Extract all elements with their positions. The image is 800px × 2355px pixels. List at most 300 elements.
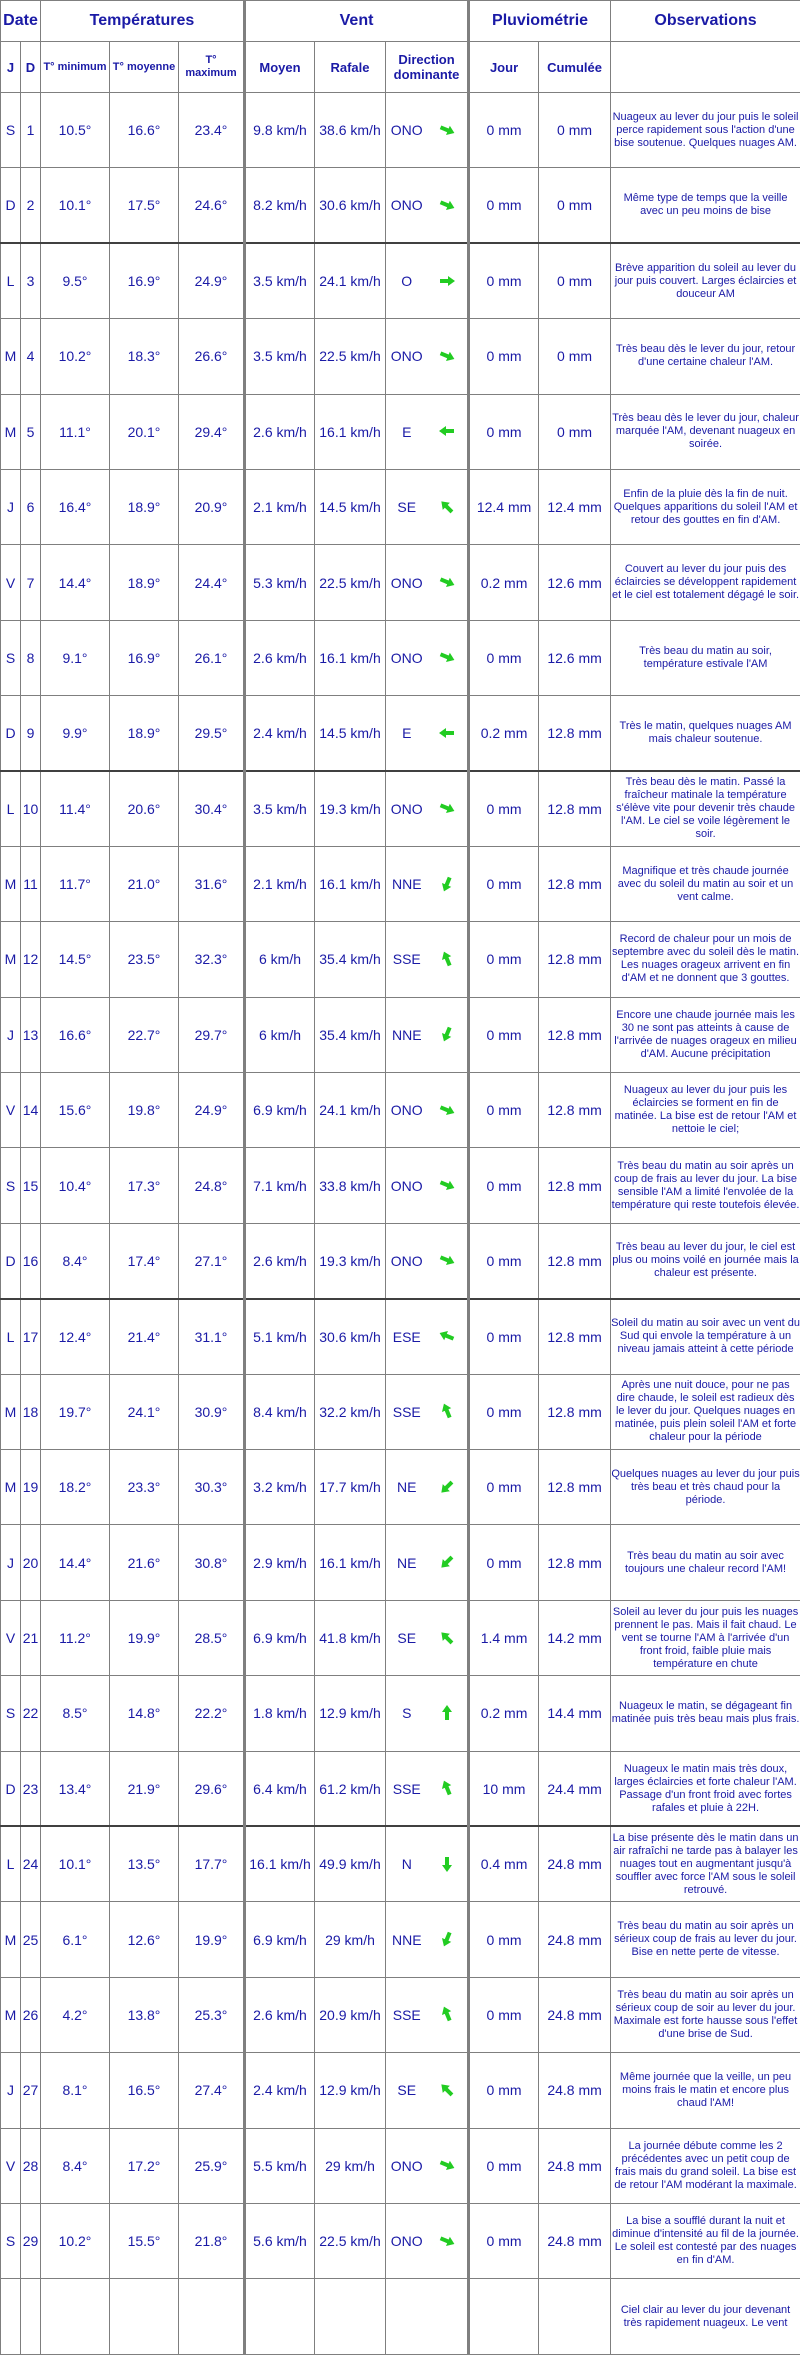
cell-wind-arrow (428, 771, 469, 846)
cell-observation: La bise présente dès le matin dans un air rafraîchi ne tarde pas à balayer les nuages tout en augmentant jusqu'à souffler avec force l'AM sous le soleil retrouvé. (611, 1826, 800, 1901)
cell-tmoy: 21.6° (110, 1525, 179, 1600)
cell-wind-direction: ONO (386, 771, 428, 846)
cell-weekday: D (1, 1223, 21, 1298)
cell-wind-arrow (428, 1525, 469, 1600)
cell-tmoy: 16.6° (110, 93, 179, 168)
cell-tmax: 32.3° (179, 922, 245, 997)
wind-arrow-icon (434, 1402, 460, 1418)
cell-wind-arrow (428, 394, 469, 469)
cell-wind-arrow (428, 1223, 469, 1298)
cell-wind-mean: 7.1 km/h (245, 1148, 315, 1223)
cell-weekday: M (1, 1374, 21, 1449)
cell-weekday: D (1, 1751, 21, 1826)
cell-observation: Très beau au lever du jour, le ciel est plus ou moins voilé en journée mais la chaleur est présente. (611, 1223, 800, 1298)
cell-tmax: 29.6° (179, 1751, 245, 1826)
cell-wind-arrow (428, 846, 469, 921)
cell-tmoy: 17.5° (110, 168, 179, 243)
cell-day: 26 (21, 1977, 41, 2052)
cell-wind-mean: 5.1 km/h (245, 1299, 315, 1374)
cell-day: 10 (21, 771, 41, 846)
cell-day: 13 (21, 997, 41, 1072)
cell-wind-direction: NNE (386, 1902, 428, 1977)
cell-wind-gust: 14.5 km/h (315, 696, 386, 771)
wind-arrow-icon (434, 2232, 460, 2248)
cell-weekday: L (1, 771, 21, 846)
cell-day: 23 (21, 1751, 41, 1826)
cell-wind-gust: 33.8 km/h (315, 1148, 386, 1223)
cell-rain-cumul (539, 2279, 611, 2354)
cell-wind-arrow (428, 469, 469, 544)
cell-rain-day: 0.2 mm (469, 696, 539, 771)
cell-rain-day: 0 mm (469, 319, 539, 394)
cell-wind-mean: 5.6 km/h (245, 2203, 315, 2278)
table-row (1, 1148, 800, 1223)
wind-arrow-icon (434, 1629, 460, 1645)
cell-tmoy: 18.3° (110, 319, 179, 394)
cell-rain-day: 0.4 mm (469, 1826, 539, 1901)
cell-wind-direction: NNE (386, 846, 428, 921)
table-row (1, 846, 800, 921)
cell-tmoy: 17.3° (110, 1148, 179, 1223)
cell-observation: Magnifique et très chaude journée avec du soleil du matin au soir et un vent calme. (611, 846, 800, 921)
cell-day: 16 (21, 1223, 41, 1298)
cell-tmoy: 21.0° (110, 846, 179, 921)
cell-tmoy: 15.5° (110, 2203, 179, 2278)
header-tmax: T° maximum (179, 42, 245, 93)
cell-tmax: 27.4° (179, 2053, 245, 2128)
wind-arrow-icon (434, 1478, 460, 1494)
cell-tmin: 11.1° (41, 394, 110, 469)
cell-tmoy: 20.1° (110, 394, 179, 469)
cell-observation: Record de chaleur pour un mois de septembre avec du soleil dès le matin. Les nuages orageux arrivent en fin d'AM et ne donnent que 3 gouttes. (611, 922, 800, 997)
cell-weekday: L (1, 1299, 21, 1374)
wind-arrow-icon (434, 1553, 460, 1569)
cell-wind-gust: 49.9 km/h (315, 1826, 386, 1901)
cell-wind-arrow (428, 93, 469, 168)
cell-wind-arrow (428, 620, 469, 695)
cell-weekday: J (1, 1525, 21, 1600)
cell-tmin: 10.2° (41, 2203, 110, 2278)
cell-rain-day: 0 mm (469, 1299, 539, 1374)
cell-rain-day: 0 mm (469, 1148, 539, 1223)
cell-wind-mean: 2.1 km/h (245, 846, 315, 921)
table-row (1, 1073, 800, 1148)
cell-tmin: 16.4° (41, 469, 110, 544)
cell-rain-cumul: 0 mm (539, 243, 611, 318)
cell-weekday: M (1, 1902, 21, 1977)
cell-tmin: 10.1° (41, 168, 110, 243)
cell-wind-arrow (428, 922, 469, 997)
cell-rain-cumul: 24.8 mm (539, 1902, 611, 1977)
cell-tmin: 10.4° (41, 1148, 110, 1223)
cell-rain-day: 0 mm (469, 1073, 539, 1148)
cell-observation: Très beau dès le lever du jour, chaleur marquée l'AM, devenant nuageux en soirée. (611, 394, 800, 469)
wind-arrow-icon (434, 1779, 460, 1795)
cell-wind-arrow (428, 2128, 469, 2203)
cell-rain-day: 0 mm (469, 1450, 539, 1525)
cell-weekday: J (1, 997, 21, 1072)
cell-wind-gust: 38.6 km/h (315, 93, 386, 168)
cell-wind-direction: SSE (386, 1751, 428, 1826)
header-observations-sub (611, 42, 800, 93)
cell-rain-day: 0 mm (469, 168, 539, 243)
cell-rain-cumul: 0 mm (539, 319, 611, 394)
cell-day: 11 (21, 846, 41, 921)
cell-wind-gust: 30.6 km/h (315, 168, 386, 243)
cell-day: 18 (21, 1374, 41, 1449)
table-row (1, 1676, 800, 1751)
header-tmin: T° minimum (41, 42, 110, 93)
cell-tmin: 8.5° (41, 1676, 110, 1751)
cell-wind-direction: ONO (386, 545, 428, 620)
cell-day: 12 (21, 922, 41, 997)
cell-tmax (179, 2279, 245, 2354)
table-row (1, 1977, 800, 2052)
table-row (1, 1525, 800, 1600)
cell-weekday: M (1, 846, 21, 921)
cell-wind-gust: 35.4 km/h (315, 922, 386, 997)
cell-weekday: L (1, 243, 21, 318)
cell-rain-day (469, 2279, 539, 2354)
cell-wind-arrow (428, 2053, 469, 2128)
cell-rain-day: 1.4 mm (469, 1600, 539, 1675)
table-row (1, 469, 800, 544)
cell-tmax: 30.9° (179, 1374, 245, 1449)
cell-tmin: 11.7° (41, 846, 110, 921)
cell-tmin: 19.7° (41, 1374, 110, 1449)
table-row (1, 1751, 800, 1826)
table-row (1, 997, 800, 1072)
cell-rain-cumul: 24.8 mm (539, 1977, 611, 2052)
cell-tmin: 10.1° (41, 1826, 110, 1901)
cell-wind-direction: O (386, 243, 428, 318)
table-row (1, 1299, 800, 1374)
cell-wind-arrow (428, 1299, 469, 1374)
cell-rain-day: 0 mm (469, 846, 539, 921)
cell-wind-gust (315, 2279, 386, 2354)
cell-rain-day: 10 mm (469, 1751, 539, 1826)
cell-tmoy: 12.6° (110, 1902, 179, 1977)
cell-wind-gust: 20.9 km/h (315, 1977, 386, 2052)
table-row (1, 168, 800, 243)
cell-tmoy: 16.5° (110, 2053, 179, 2128)
cell-tmoy: 19.9° (110, 1600, 179, 1675)
cell-day: 5 (21, 394, 41, 469)
cell-tmoy: 24.1° (110, 1374, 179, 1449)
table-row (1, 93, 800, 168)
cell-wind-direction: E (386, 696, 428, 771)
cell-wind-mean: 6.9 km/h (245, 1073, 315, 1148)
cell-tmin: 15.6° (41, 1073, 110, 1148)
cell-tmoy: 14.8° (110, 1676, 179, 1751)
wind-arrow-icon (434, 875, 460, 891)
table-row (1, 243, 800, 318)
header-observations: Observations (611, 1, 800, 42)
cell-tmax: 24.9° (179, 243, 245, 318)
cell-weekday: V (1, 1073, 21, 1148)
wind-arrow-icon (434, 1101, 460, 1117)
cell-tmoy: 21.4° (110, 1299, 179, 1374)
cell-rain-day: 0.2 mm (469, 1676, 539, 1751)
cell-wind-direction: ONO (386, 1073, 428, 1148)
cell-weekday: M (1, 394, 21, 469)
cell-wind-mean: 6.9 km/h (245, 1902, 315, 1977)
wind-arrow-icon (434, 2005, 460, 2021)
cell-tmax: 27.1° (179, 1223, 245, 1298)
cell-tmax: 24.6° (179, 168, 245, 243)
cell-tmin: 9.9° (41, 696, 110, 771)
cell-rain-day: 0 mm (469, 2203, 539, 2278)
cell-wind-gust: 16.1 km/h (315, 846, 386, 921)
cell-tmin: 8.1° (41, 2053, 110, 2128)
cell-wind-mean: 1.8 km/h (245, 1676, 315, 1751)
cell-rain-day: 0 mm (469, 922, 539, 997)
cell-tmoy: 22.7° (110, 997, 179, 1072)
cell-observation: Après une nuit douce, pour ne pas dire chaude, le soleil est radieux dès le lever du jour. Quelques nuages en matinée, puis plein soleil l'AM et forte chaleur pour la période (611, 1374, 800, 1449)
cell-rain-day: 0 mm (469, 2053, 539, 2128)
cell-wind-direction: SE (386, 2053, 428, 2128)
header-wind-direction: Direction dominante (386, 42, 469, 93)
table-row (1, 620, 800, 695)
cell-observation: La bise a soufflé durant la nuit et diminue d'intensité au fil de la journée. Le soleil est contesté par des nuages en fin d'AM. (611, 2203, 800, 2278)
cell-tmax: 31.6° (179, 846, 245, 921)
cell-wind-mean: 16.1 km/h (245, 1826, 315, 1901)
cell-wind-arrow (428, 696, 469, 771)
cell-wind-mean: 5.3 km/h (245, 545, 315, 620)
cell-day: 8 (21, 620, 41, 695)
cell-wind-mean: 6.9 km/h (245, 1600, 315, 1675)
cell-tmin (41, 2279, 110, 2354)
cell-weekday: L (1, 1826, 21, 1901)
cell-day: 2 (21, 168, 41, 243)
wind-arrow-icon (434, 1251, 460, 1267)
cell-wind-arrow (428, 1977, 469, 2052)
wind-arrow-icon (434, 573, 460, 589)
cell-rain-cumul: 12.8 mm (539, 997, 611, 1072)
cell-day: 21 (21, 1600, 41, 1675)
cell-wind-mean: 3.5 km/h (245, 243, 315, 318)
cell-tmax: 22.2° (179, 1676, 245, 1751)
cell-rain-cumul: 12.8 mm (539, 846, 611, 921)
cell-wind-arrow (428, 1751, 469, 1826)
cell-wind-arrow (428, 2279, 469, 2354)
cell-day: 19 (21, 1450, 41, 1525)
cell-wind-arrow (428, 2203, 469, 2278)
cell-wind-mean: 2.6 km/h (245, 1223, 315, 1298)
table-row (1, 1826, 800, 1901)
cell-tmax: 24.9° (179, 1073, 245, 1148)
cell-day: 14 (21, 1073, 41, 1148)
cell-day: 22 (21, 1676, 41, 1751)
cell-weekday: M (1, 319, 21, 394)
cell-wind-direction: SSE (386, 922, 428, 997)
cell-rain-day: 0 mm (469, 1902, 539, 1977)
cell-wind-gust: 16.1 km/h (315, 394, 386, 469)
cell-rain-cumul: 0 mm (539, 93, 611, 168)
cell-wind-direction: ONO (386, 2203, 428, 2278)
cell-wind-gust: 22.5 km/h (315, 319, 386, 394)
table-row (1, 696, 800, 771)
cell-observation: Très beau du matin au soir, température estivale l'AM (611, 620, 800, 695)
cell-tmin: 13.4° (41, 1751, 110, 1826)
table-row (1, 319, 800, 394)
cell-wind-arrow (428, 1374, 469, 1449)
cell-observation: Enfin de la pluie dès la fin de nuit. Quelques apparitions du soleil l'AM et retour des gouttes en fin d'AM. (611, 469, 800, 544)
header-weekday: J (1, 42, 21, 93)
cell-wind-gust: 22.5 km/h (315, 2203, 386, 2278)
cell-day: 6 (21, 469, 41, 544)
cell-observation: Soleil au lever du jour puis les nuages prennent le pas. Mais il fait chaud. Le vent se tourne l'AM à l'arrivée d'un front froid, faible pluie mais température en chute (611, 1600, 800, 1675)
cell-rain-cumul: 12.8 mm (539, 1525, 611, 1600)
cell-rain-day: 0 mm (469, 243, 539, 318)
cell-day: 25 (21, 1902, 41, 1977)
table-row (1, 2279, 800, 2354)
cell-tmoy (110, 2279, 179, 2354)
wind-arrow-icon (434, 1025, 460, 1041)
cell-tmax: 30.8° (179, 1525, 245, 1600)
cell-rain-cumul: 14.4 mm (539, 1676, 611, 1751)
wind-arrow-icon (434, 724, 460, 740)
cell-wind-mean: 2.1 km/h (245, 469, 315, 544)
cell-wind-gust: 24.1 km/h (315, 1073, 386, 1148)
cell-wind-direction: ONO (386, 93, 428, 168)
cell-tmax: 31.1° (179, 1299, 245, 1374)
header-date: Date (1, 1, 41, 42)
cell-wind-gust: 29 km/h (315, 1902, 386, 1977)
cell-rain-cumul: 14.2 mm (539, 1600, 611, 1675)
cell-tmoy: 17.4° (110, 1223, 179, 1298)
cell-wind-direction: ONO (386, 168, 428, 243)
cell-tmin: 8.4° (41, 2128, 110, 2203)
cell-rain-cumul: 24.8 mm (539, 1826, 611, 1901)
header-rain-cumul: Cumulée (539, 42, 611, 93)
wind-arrow-icon (434, 1855, 460, 1871)
cell-tmin: 4.2° (41, 1977, 110, 2052)
cell-rain-cumul: 24.8 mm (539, 2053, 611, 2128)
cell-wind-mean: 6.4 km/h (245, 1751, 315, 1826)
wind-arrow-icon (434, 1930, 460, 1946)
cell-day: 9 (21, 696, 41, 771)
cell-rain-cumul: 12.8 mm (539, 696, 611, 771)
cell-rain-cumul: 0 mm (539, 394, 611, 469)
table-row (1, 545, 800, 620)
cell-observation: Très beau du matin au soir après un sérieux coup de frais au lever du jour. Bise en nette perte de vitesse. (611, 1902, 800, 1977)
wind-arrow-icon (434, 950, 460, 966)
table-row (1, 2128, 800, 2203)
cell-wind-mean (245, 2279, 315, 2354)
cell-wind-direction (386, 2279, 428, 2354)
cell-tmoy: 16.9° (110, 243, 179, 318)
table-row (1, 1902, 800, 1977)
cell-wind-mean: 3.5 km/h (245, 771, 315, 846)
cell-wind-mean: 2.9 km/h (245, 1525, 315, 1600)
table-row (1, 1600, 800, 1675)
cell-observation: Nuageux le matin, se dégageant fin matinée puis très beau mais plus frais. (611, 1676, 800, 1751)
cell-tmoy: 21.9° (110, 1751, 179, 1826)
cell-tmin: 12.4° (41, 1299, 110, 1374)
cell-tmax: 29.4° (179, 394, 245, 469)
cell-rain-day: 0.2 mm (469, 545, 539, 620)
cell-day (21, 2279, 41, 2354)
cell-rain-cumul: 12.8 mm (539, 1223, 611, 1298)
cell-observation: Encore une chaude journée mais les 30 ne sont pas atteints à cause de l'arrivée de nuages orageux en milieu d'AM. Aucune précipitation (611, 997, 800, 1072)
cell-tmax: 25.9° (179, 2128, 245, 2203)
cell-wind-arrow (428, 1073, 469, 1148)
cell-wind-direction: SE (386, 1600, 428, 1675)
cell-wind-arrow (428, 997, 469, 1072)
cell-wind-mean: 3.2 km/h (245, 1450, 315, 1525)
cell-tmin: 11.2° (41, 1600, 110, 1675)
header-wind-gust: Rafale (315, 42, 386, 93)
cell-weekday: S (1, 620, 21, 695)
cell-wind-gust: 14.5 km/h (315, 469, 386, 544)
cell-tmax: 29.7° (179, 997, 245, 1072)
cell-rain-day: 0 mm (469, 1374, 539, 1449)
cell-wind-gust: 19.3 km/h (315, 1223, 386, 1298)
wind-arrow-icon (434, 272, 460, 288)
cell-wind-mean: 9.8 km/h (245, 93, 315, 168)
cell-wind-arrow (428, 545, 469, 620)
cell-rain-cumul: 12.8 mm (539, 922, 611, 997)
cell-tmin: 14.4° (41, 545, 110, 620)
cell-rain-cumul: 24.8 mm (539, 2128, 611, 2203)
cell-day: 3 (21, 243, 41, 318)
wind-arrow-icon (434, 1176, 460, 1192)
cell-wind-arrow (428, 319, 469, 394)
cell-day: 29 (21, 2203, 41, 2278)
cell-tmin: 9.1° (41, 620, 110, 695)
cell-tmin: 16.6° (41, 997, 110, 1072)
cell-wind-direction: NE (386, 1525, 428, 1600)
cell-wind-mean: 6 km/h (245, 922, 315, 997)
wind-arrow-icon (434, 347, 460, 363)
cell-observation: Nuageux au lever du jour puis les éclaircies se forment en fin de matinée. La bise est de retour l'AM et nettoie le ciel; (611, 1073, 800, 1148)
cell-tmax: 20.9° (179, 469, 245, 544)
cell-wind-gust: 19.3 km/h (315, 771, 386, 846)
cell-tmax: 25.3° (179, 1977, 245, 2052)
cell-wind-direction: NNE (386, 997, 428, 1072)
cell-wind-direction: ONO (386, 319, 428, 394)
cell-weekday: D (1, 696, 21, 771)
cell-tmin: 18.2° (41, 1450, 110, 1525)
cell-rain-cumul: 0 mm (539, 168, 611, 243)
cell-tmax: 23.4° (179, 93, 245, 168)
wind-arrow-icon (434, 1327, 460, 1343)
cell-tmax: 26.6° (179, 319, 245, 394)
table-row (1, 2203, 800, 2278)
wind-arrow-icon (434, 1704, 460, 1720)
wind-arrow-icon (434, 648, 460, 664)
cell-rain-day: 0 mm (469, 2128, 539, 2203)
cell-tmoy: 23.3° (110, 1450, 179, 1525)
cell-tmoy: 13.5° (110, 1826, 179, 1901)
cell-day: 4 (21, 319, 41, 394)
table-row (1, 771, 800, 846)
cell-observation: Nuageux le matin mais très doux, larges éclaircies et forte chaleur l'AM. Passage d'un front froid avec fortes rafales et pluie à 22H. (611, 1751, 800, 1826)
cell-day: 7 (21, 545, 41, 620)
header-day: D (21, 42, 41, 93)
cell-wind-direction: N (386, 1826, 428, 1901)
cell-tmin: 10.5° (41, 93, 110, 168)
cell-wind-direction: ONO (386, 1148, 428, 1223)
cell-day: 28 (21, 2128, 41, 2203)
wind-arrow-icon (434, 498, 460, 514)
cell-wind-arrow (428, 1600, 469, 1675)
cell-weekday: M (1, 1977, 21, 2052)
cell-wind-arrow (428, 1826, 469, 1901)
cell-wind-gust: 17.7 km/h (315, 1450, 386, 1525)
cell-tmax: 28.5° (179, 1600, 245, 1675)
